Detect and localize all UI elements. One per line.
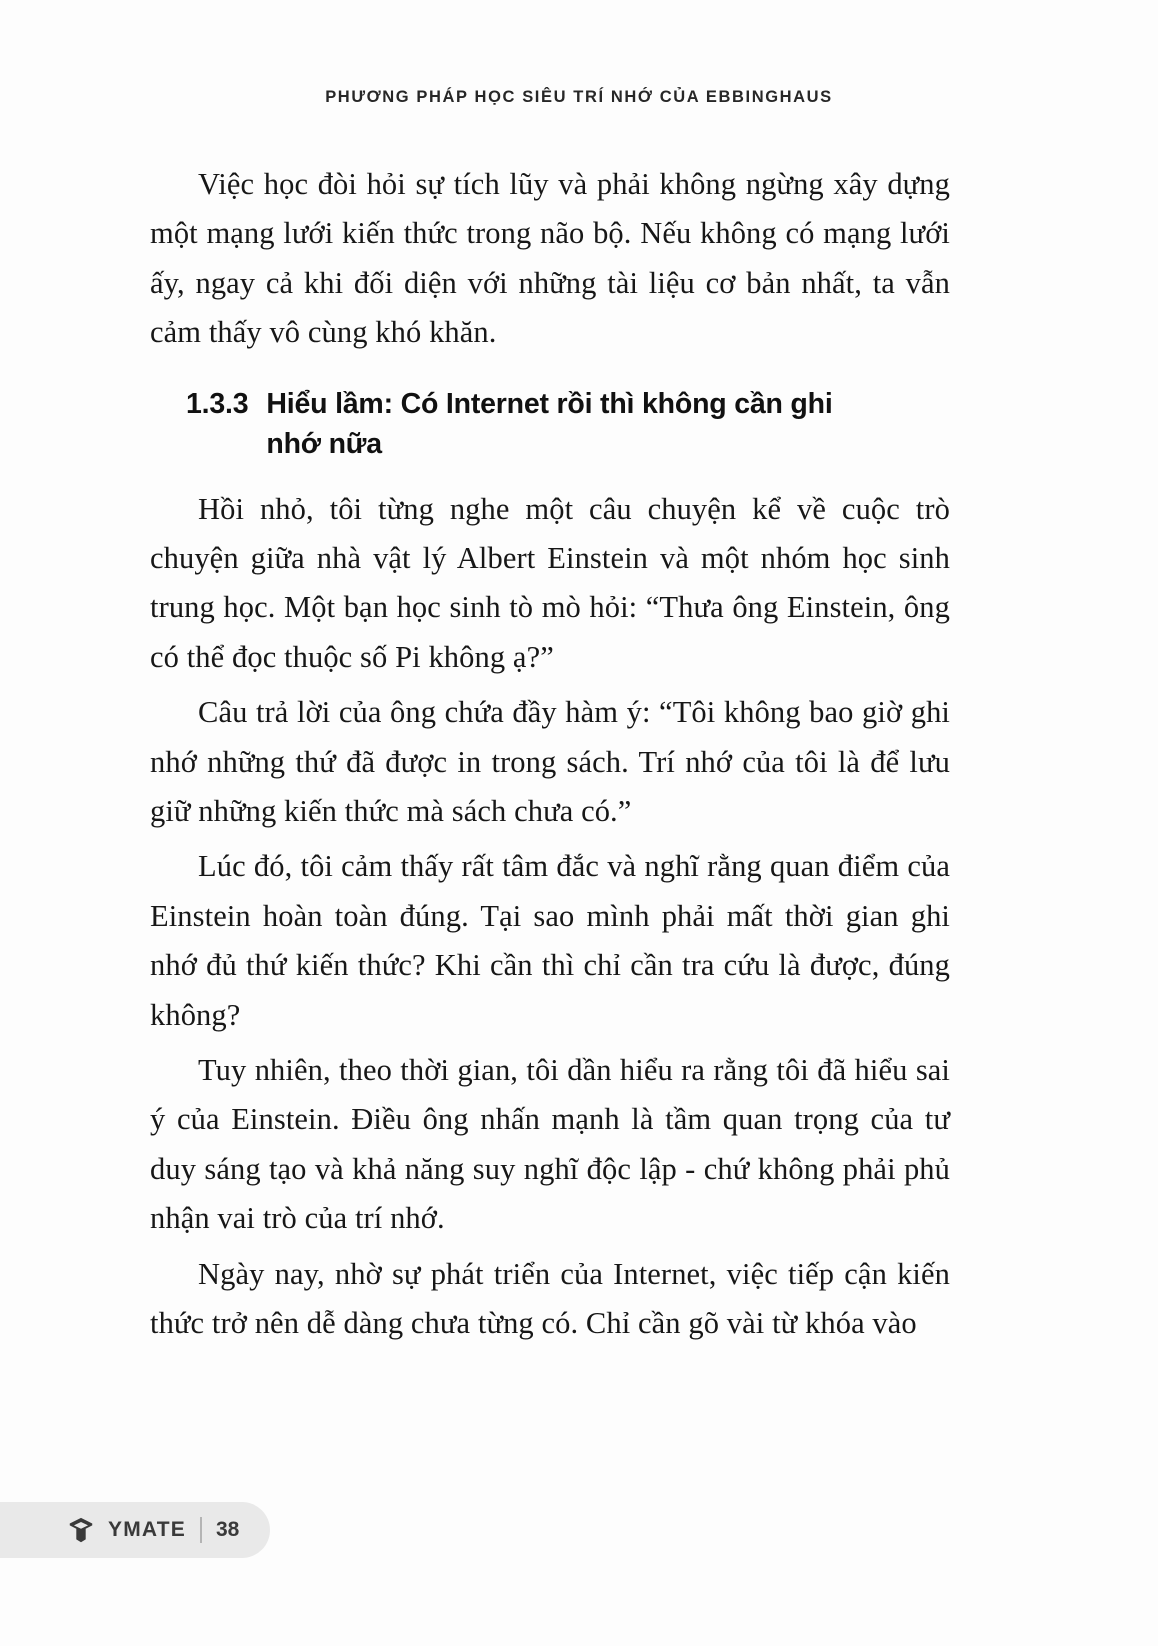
paragraph: Ngày nay, nhờ sự phát triển của Internet, việc tiếp cận kiến thức trở nên dễ dàng chưa từng có. Chỉ cần gõ vài từ khóa vào (150, 1256, 950, 1341)
footer-brand: YMATE (108, 1518, 186, 1541)
paragraph: Tuy nhiên, theo thời gian, tôi dần hiểu ra rằng tôi đã hiểu sai ý của Einstein. Điều ông nhấn mạnh là tầm quan trọng của tư duy sáng tạo và khả năng suy nghĩ độc lập - chứ không phải phủ nhận vai trò của trí nhớ. (150, 1053, 950, 1236)
section-heading (150, 384, 950, 465)
paragraph: Lúc đó, tôi cảm thấy rất tâm đắc và nghĩ rằng quan điểm của Einstein hoàn toàn đúng. Tại sao mình phải mất thời gian ghi nhớ đủ thứ kiến thức? Khi cần thì chỉ cần tra cứu là được, đúng không? (150, 849, 950, 1032)
page-content (150, 160, 950, 1354)
section-number: 1.3.3 (186, 387, 249, 420)
paragraph: Việc học đòi hỏi sự tích lũy và phải không ngừng xây dựng một mạng lưới kiến thức trong não bộ. Nếu không có mạng lưới ấy, ngay cả khi đối diện với những tài liệu cơ bản nhất, ta vẫn cảm thấy vô cùng khó khăn. (150, 167, 950, 350)
footer-badge (0, 1502, 270, 1558)
page-number: 38 (215, 1518, 240, 1541)
section-title: Hiểu lầm: Có Internet rồi thì không cần ghi nhớ nữa (266, 387, 833, 461)
running-head: PHƯƠNG PHÁP HỌC SIÊU TRÍ NHỚ CỦA EBBINGHAUS (325, 88, 833, 106)
paragraph: Hồi nhỏ, tôi từng nghe một câu chuyện kể về cuộc trò chuyện giữa nhà vật lý Albert Einstein và một nhóm học sinh trung học. Một bạn học sinh tò mò hỏi: “Thưa ông Einstein, ông có thể đọc thuộc số Pi không ạ?” (150, 491, 950, 674)
paragraph: Câu trả lời của ông chứa đầy hàm ý: “Tôi không bao giờ ghi nhớ những thứ đã được in trong sách. Trí nhớ của tôi là để lưu giữ những kiến thức mà sách chưa có.” (150, 695, 950, 828)
footer-divider (200, 1517, 202, 1543)
ymate-logo-icon (66, 1515, 96, 1545)
